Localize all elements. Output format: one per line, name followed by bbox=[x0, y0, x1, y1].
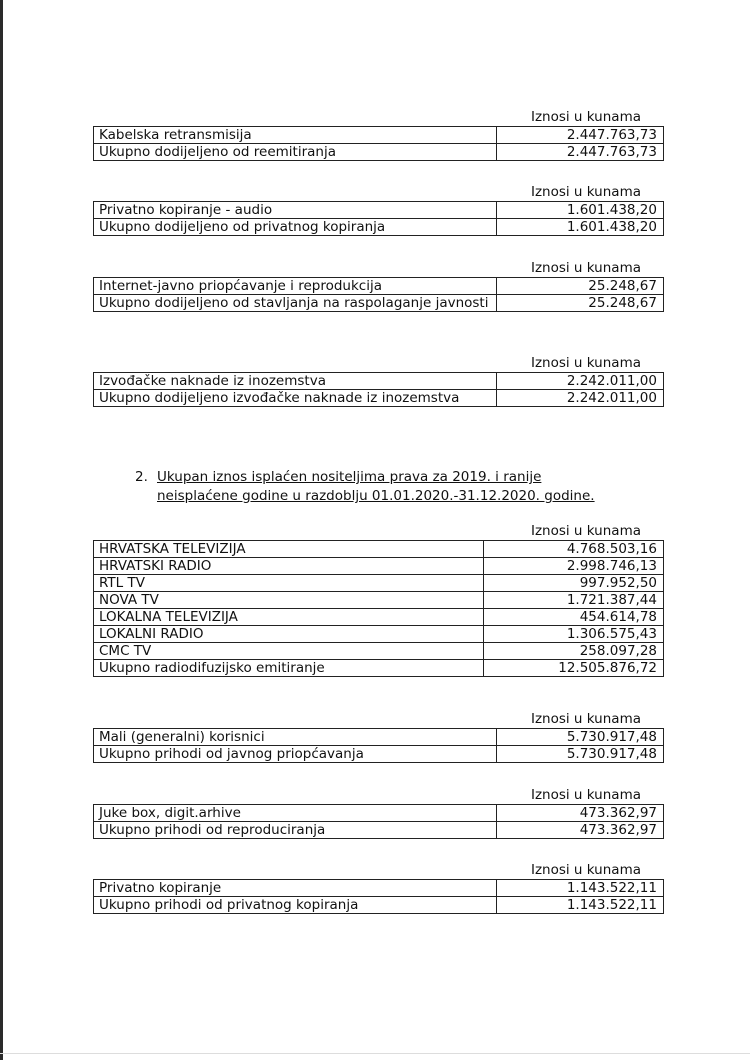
column-header: Iznosi u kunama bbox=[530, 711, 641, 727]
row-value: 997.952,50 bbox=[484, 575, 664, 592]
row-value: 2.447.763,73 bbox=[497, 144, 664, 161]
section-title-line-1: Ukupan iznos isplaćen nositeljima prava za 2019. i ranije bbox=[157, 469, 542, 485]
row-label: Ukupno dodijeljeno izvođačke naknade iz inozemstva bbox=[94, 390, 497, 407]
row-label: Ukupno prihodi od privatnog kopiranja bbox=[94, 897, 497, 914]
row-value: 25.248,67 bbox=[497, 278, 664, 295]
row-value: 1.601.438,20 bbox=[497, 219, 664, 236]
table-row bbox=[94, 609, 664, 626]
row-value: 12.505.876,72 bbox=[484, 660, 664, 677]
row-value: 2.447.763,73 bbox=[497, 127, 664, 144]
column-header: Iznosi u kunama bbox=[530, 862, 641, 878]
table-inozemstvo bbox=[93, 355, 663, 407]
row-value: 4.768.503,16 bbox=[484, 541, 664, 558]
row-label: Mali (generalni) korisnici bbox=[94, 729, 497, 746]
table-row bbox=[94, 373, 664, 390]
table-row bbox=[94, 822, 664, 839]
table-radiodifuzija bbox=[93, 523, 663, 677]
column-header: Iznosi u kunama bbox=[530, 787, 641, 803]
table-row bbox=[94, 295, 664, 312]
row-label: Ukupno prihodi od reproduciranja bbox=[94, 822, 497, 839]
table-row bbox=[94, 805, 664, 822]
table-row bbox=[94, 127, 664, 144]
section-title-line-2: neisplaćene godine u razdoblju 01.01.2020.-31.12.2020. godine. bbox=[157, 488, 595, 504]
row-label: Kabelska retransmisija bbox=[94, 127, 497, 144]
column-header: Iznosi u kunama bbox=[530, 260, 641, 276]
row-label: NOVA TV bbox=[94, 592, 484, 609]
table-row bbox=[94, 660, 664, 677]
row-value: 473.362,97 bbox=[497, 822, 664, 839]
table-javno-priopcavanje bbox=[93, 711, 663, 763]
table-row bbox=[94, 202, 664, 219]
row-label: Ukupno dodijeljeno od reemitiranja bbox=[94, 144, 497, 161]
row-value: 1.721.387,44 bbox=[484, 592, 664, 609]
table-row bbox=[94, 643, 664, 660]
row-value: 1.143.522,11 bbox=[497, 880, 664, 897]
row-value: 2.242.011,00 bbox=[497, 373, 664, 390]
row-label: Ukupno radiodifuzijsko emitiranje bbox=[94, 660, 484, 677]
table-reproduciranje bbox=[93, 787, 663, 839]
table-row bbox=[94, 729, 664, 746]
table-row bbox=[94, 390, 664, 407]
table-row bbox=[94, 626, 664, 643]
row-label: RTL TV bbox=[94, 575, 484, 592]
row-value: 258.097,28 bbox=[484, 643, 664, 660]
table-row bbox=[94, 746, 664, 763]
column-header: Iznosi u kunama bbox=[530, 109, 641, 125]
table-row bbox=[94, 575, 664, 592]
row-label: Izvođačke naknade iz inozemstva bbox=[94, 373, 497, 390]
row-label: HRVATSKI RADIO bbox=[94, 558, 484, 575]
table-row bbox=[94, 541, 664, 558]
table-internet bbox=[93, 260, 663, 312]
scan-left-edge bbox=[0, 0, 3, 1060]
table-row bbox=[94, 144, 664, 161]
table-row bbox=[94, 880, 664, 897]
row-label: LOKALNI RADIO bbox=[94, 626, 484, 643]
row-value: 454.614,78 bbox=[484, 609, 664, 626]
table-row bbox=[94, 592, 664, 609]
row-label: Juke box, digit.arhive bbox=[94, 805, 497, 822]
row-value: 1.601.438,20 bbox=[497, 202, 664, 219]
row-label: HRVATSKA TELEVIZIJA bbox=[94, 541, 484, 558]
row-label: Ukupno prihodi od javnog priopćavanja bbox=[94, 746, 497, 763]
row-value: 1.306.575,43 bbox=[484, 626, 664, 643]
table-row bbox=[94, 897, 664, 914]
row-value: 5.730.917,48 bbox=[497, 729, 664, 746]
column-header: Iznosi u kunama bbox=[530, 523, 641, 539]
table-reemitiranje bbox=[93, 109, 663, 161]
row-value: 2.998.746,13 bbox=[484, 558, 664, 575]
row-value: 1.143.522,11 bbox=[497, 897, 664, 914]
table-row bbox=[94, 219, 664, 236]
row-label: Privatno kopiranje - audio bbox=[94, 202, 497, 219]
table-privatno-kopiranje-audio bbox=[93, 184, 663, 236]
row-label: LOKALNA TELEVIZIJA bbox=[94, 609, 484, 626]
row-label: Ukupno dodijeljeno od stavljanja na raspolaganje javnosti bbox=[94, 295, 497, 312]
row-value: 25.248,67 bbox=[497, 295, 664, 312]
row-value: 473.362,97 bbox=[497, 805, 664, 822]
table-privatno-kopiranje bbox=[93, 862, 663, 914]
row-label: Internet-javno priopćavanje i reprodukcija bbox=[94, 278, 497, 295]
column-header: Iznosi u kunama bbox=[530, 355, 641, 371]
section-number: 2. bbox=[135, 469, 148, 485]
row-label: CMC TV bbox=[94, 643, 484, 660]
table-row bbox=[94, 278, 664, 295]
table-row bbox=[94, 558, 664, 575]
row-value: 2.242.011,00 bbox=[497, 390, 664, 407]
row-value: 5.730.917,48 bbox=[497, 746, 664, 763]
column-header: Iznosi u kunama bbox=[530, 184, 641, 200]
scan-bottom-edge bbox=[0, 1053, 750, 1054]
row-label: Privatno kopiranje bbox=[94, 880, 497, 897]
row-label: Ukupno dodijeljeno od privatnog kopiranja bbox=[94, 219, 497, 236]
